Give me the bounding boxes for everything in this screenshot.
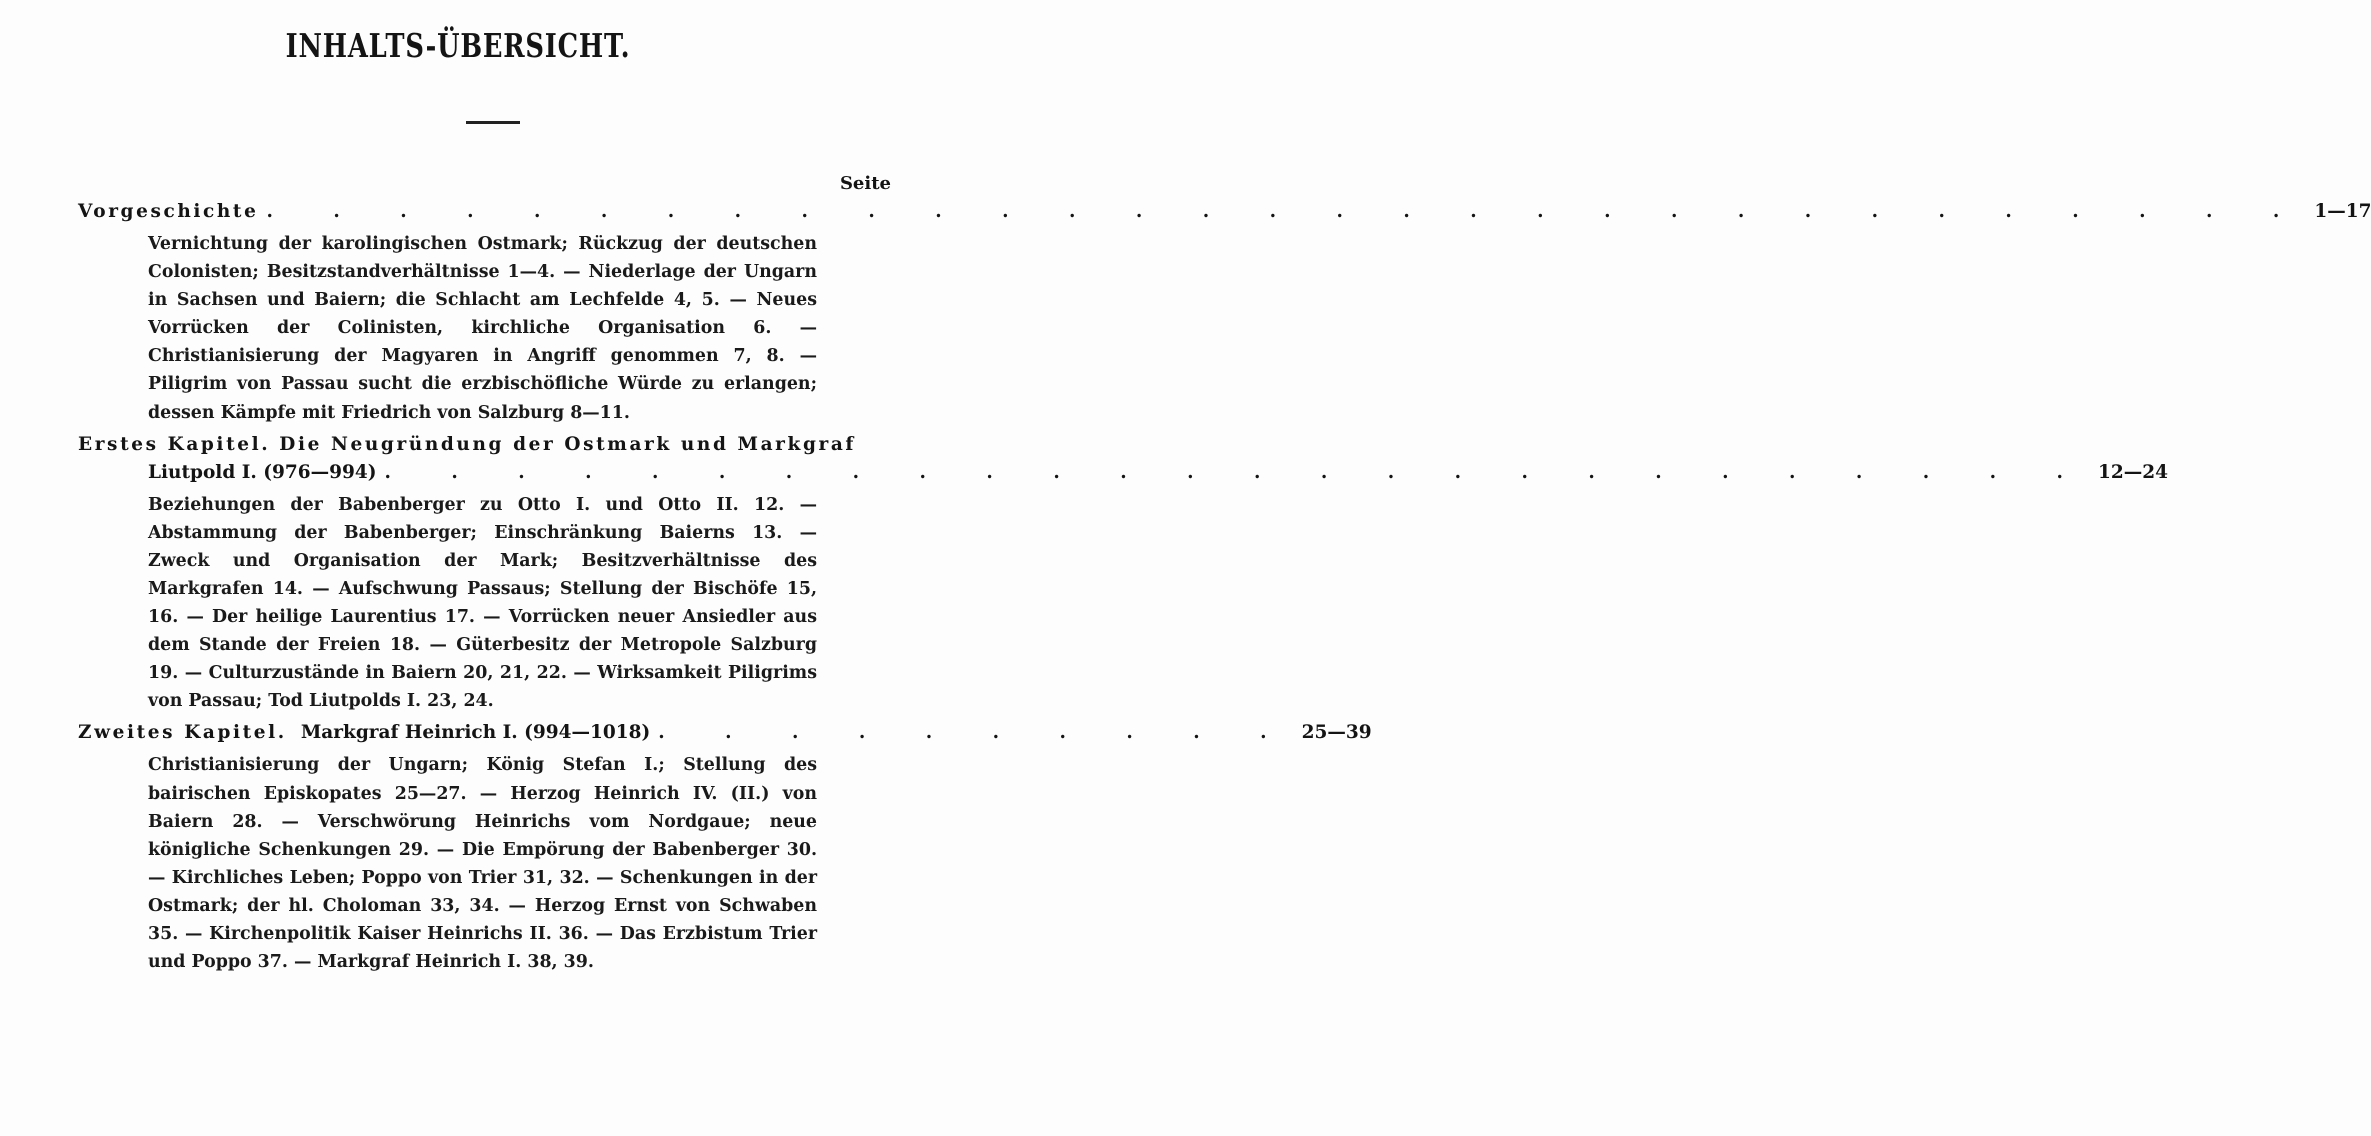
page-column-label: Seite <box>839 173 891 194</box>
chapter-title: Erstes Kapitel. <box>78 433 271 455</box>
leader-dots: . . . . . . . . . . . . . . . . . . . . . . . . . . <box>384 461 2090 483</box>
chapter-title: Zweites Kapitel. <box>78 722 287 744</box>
leader-dots: . . . . . . . . . . <box>658 722 1294 744</box>
table-of-contents <box>78 198 2371 980</box>
chapter-subtitle-line2: Liutpold I. (976—994) <box>148 461 377 483</box>
toc-entry-heading <box>78 431 904 459</box>
chapter-summary: Christianisierung der Ungarn; König Stefan I.; Stellung des bairischen Episkopates 25—27. — Herzog Heinrich IV. (II.) von Baiern 28. — Verschwörung Heinrichs vom Nordgaue; neue königliche Schenkungen 29. — Die Empörung der Babenberger 30. — Kirchliches Leben; Poppo von Trier 31, 32. — Schenkungen in der Ostmark; der hl. Choloman 33, 34. — Herzog Ernst von Schwaben 35. — Kirchenpolitik Kaiser Heinrichs II. 36. — Das Erzbistum Trier und Poppo 37. — Markgraf Heinrich I. 38, 39. <box>148 755 817 973</box>
toc-entry-heading <box>78 719 1372 747</box>
title-divider <box>466 121 520 124</box>
toc-entry-heading-continued <box>78 459 2168 487</box>
toc-entry-vorgeschichte <box>78 198 2371 427</box>
leader-dots: . . . . . . . . . . . . . . . . . . . . . . . . . . . . . . . <box>266 201 2307 222</box>
toc-entry-erstes-kapitel <box>78 431 2168 716</box>
chapter-summary: Vernichtung der karolingischen Ostmark; Rückzug der deutschen Colonisten; Besitzstandverhältnisse 1—4. — Niederlage der Ungarn in Sachsen und Baiern; die Schlacht am Lechfelde 4, 5. — Neues Vorrücken der Colinisten, kirchliche Organisation 6. — Christianisierung der Magyaren in Angriff genommen 7, 8. — Piligrim von Passau sucht die erzbischöfliche Würde zu erlangen; dessen Kämpfe mit Friedrich von Salzburg 8—11. <box>148 234 817 423</box>
chapter-title: Vorgeschichte <box>78 201 259 222</box>
chapter-subtitle-line1: Die Neugründung der Ostmark und Markgraf <box>279 433 856 455</box>
chapter-summary: Beziehungen der Babenberger zu Otto I. und Otto II. 12. — Abstammung der Babenberger; Einschränkung Baierns 13. — Zweck und Organisation der Mark; Besitzverhältnisse des Markgrafen 14. — Aufschwung Passaus; Stellung der Bischöfe 15, 16. — Der heilige Laurentius 17. — Vorrücken neuer Ansiedler aus dem Stande der Freien 18. — Güterbesitz der Metropole Salzburg 19. — Culturzustände in Baiern 20, 21, 22. — Wirksamkeit Piligrims von Passau; Tod Liutpolds I. 23, 24. <box>148 494 817 712</box>
chapter-subtitle: Markgraf Heinrich I. (994—1018) <box>300 722 651 744</box>
chapter-pages: 25—39 <box>1301 722 1372 744</box>
page-title: INHALTS-ÜBERSICHT. <box>285 26 631 65</box>
chapter-pages: 12—24 <box>2097 461 2168 483</box>
toc-entry-heading <box>78 198 2371 226</box>
toc-entry-zweites-kapitel <box>78 719 1372 976</box>
chapter-pages: 1—17 <box>2314 201 2371 222</box>
